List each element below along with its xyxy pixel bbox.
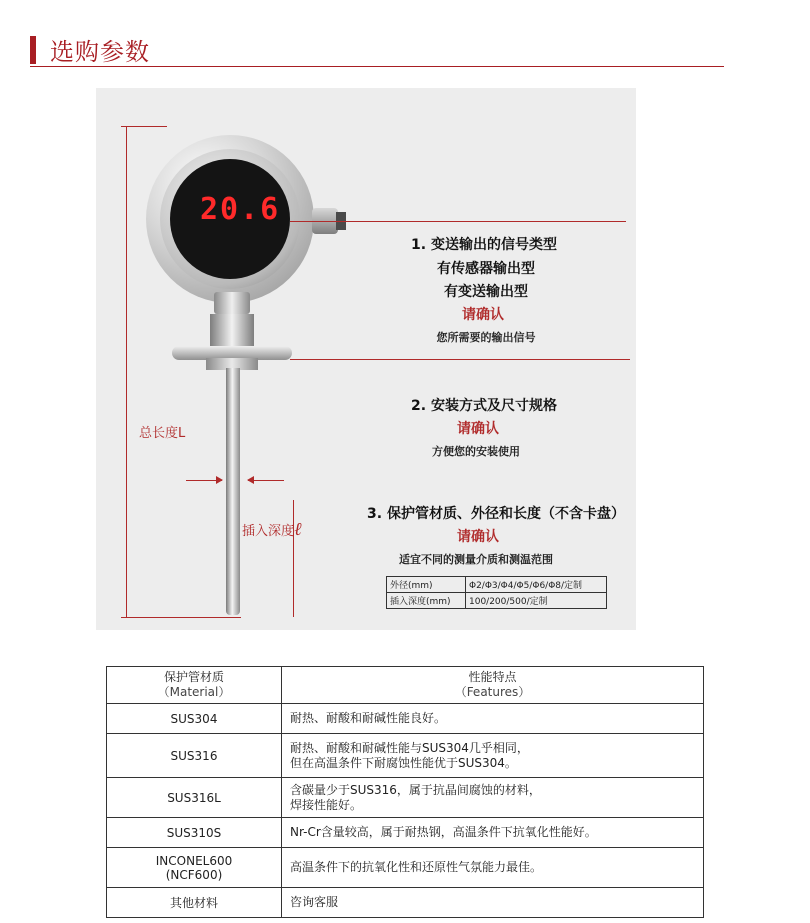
protection-tube <box>226 368 240 615</box>
item2-title: 2. 安装方式及尺寸规格 <box>411 398 557 414</box>
header-material-sub: （Material） <box>157 685 231 699</box>
feature-line-1: 耐热、耐酸和耐碱性能与SUS304几乎相同， <box>290 740 529 755</box>
material-cell: SUS316L <box>107 778 282 818</box>
table-row <box>107 848 704 888</box>
feature-cell: 咨询客服 <box>282 888 704 918</box>
dimension-bottom-tick <box>121 617 241 618</box>
header-accent-bar <box>30 36 36 64</box>
item1-title: 1. 变送输出的信号类型 <box>411 237 557 253</box>
feature-line-2: 但在高温条件下耐腐蚀性能优于SUS304。 <box>290 755 517 770</box>
header-material <box>107 667 282 704</box>
section-title: 选购参数 <box>50 38 150 66</box>
material-table-header <box>107 667 704 704</box>
spec-row <box>387 593 607 609</box>
insertion-depth-text: 插入深度 <box>242 524 295 539</box>
item2-confirm: 请确认 <box>457 421 499 437</box>
spec-key: 插入深度(mm) <box>387 593 466 609</box>
spec-value: Φ2/Φ3/Φ4/Φ5/Φ6/Φ8/定制 <box>466 577 607 593</box>
digital-readout: 20.6 <box>200 192 281 227</box>
item1-option-2: 有变送输出型 <box>444 284 528 300</box>
dimension-top-tick <box>121 126 167 127</box>
material-line-2: (NCF600) <box>165 867 223 882</box>
material-cell: SUS316 <box>107 734 282 778</box>
separator-line-1 <box>290 221 626 222</box>
material-line-1: INCONEL600 <box>155 853 233 868</box>
header-features-label: 性能特点 <box>468 670 517 684</box>
diameter-arrow-left <box>186 480 222 481</box>
item1-note: 您所需要的输出信号 <box>436 331 536 344</box>
spec-table <box>386 576 607 609</box>
feature-cell: 高温条件下的抗氧化性和还原性气氛能力最佳。 <box>282 848 704 888</box>
item3-note: 适宜不同的测量介质和测温范围 <box>399 553 553 566</box>
header-features-sub: （Features） <box>454 685 531 699</box>
total-length-label: 总长度L <box>139 426 186 441</box>
insertion-depth-label <box>242 519 302 540</box>
item3-title: 3. 保护管材质、外径和长度（不含卡盘） <box>367 506 625 522</box>
spec-row <box>387 577 607 593</box>
table-row <box>107 704 704 734</box>
spec-value: 100/200/500/定制 <box>466 593 607 609</box>
material-cell: SUS310S <box>107 818 282 848</box>
spec-key: 外径(mm) <box>387 577 466 593</box>
feature-line-2: 焊接性能好。 <box>290 797 363 812</box>
item1-confirm: 请确认 <box>462 307 504 323</box>
instrument-neck <box>214 292 250 314</box>
diameter-arrow-right <box>248 480 284 481</box>
total-length-dimension-line <box>126 126 127 617</box>
feature-line-1: 含碳量少于SUS316，属于抗晶间腐蚀的材料， <box>290 782 541 797</box>
table-row <box>107 818 704 848</box>
item2-note: 方便您的安装使用 <box>432 445 520 458</box>
material-cell: 其他材料 <box>107 888 282 918</box>
separator-line-2 <box>290 359 630 360</box>
header-divider <box>30 66 724 67</box>
table-row <box>107 778 704 818</box>
item1-option-1: 有传感器输出型 <box>437 261 535 277</box>
table-row <box>107 734 704 778</box>
instrument-neck-lower <box>210 314 254 348</box>
item3-confirm: 请确认 <box>457 529 499 545</box>
material-table <box>106 666 704 918</box>
feature-cell: Nr-Cr含量较高，属于耐热钢，高温条件下抗氧化性能好。 <box>282 818 704 848</box>
header-material-label: 保护管材质 <box>163 670 224 684</box>
insertion-dimension-line <box>293 500 294 617</box>
feature-cell: 耐热、耐酸和耐碱性能良好。 <box>282 704 704 734</box>
material-cell <box>107 848 282 888</box>
material-cell: SUS304 <box>107 704 282 734</box>
insertion-symbol: ℓ <box>294 519 302 540</box>
table-row <box>107 888 704 918</box>
feature-cell <box>282 734 704 778</box>
header-features <box>282 667 704 704</box>
feature-cell <box>282 778 704 818</box>
